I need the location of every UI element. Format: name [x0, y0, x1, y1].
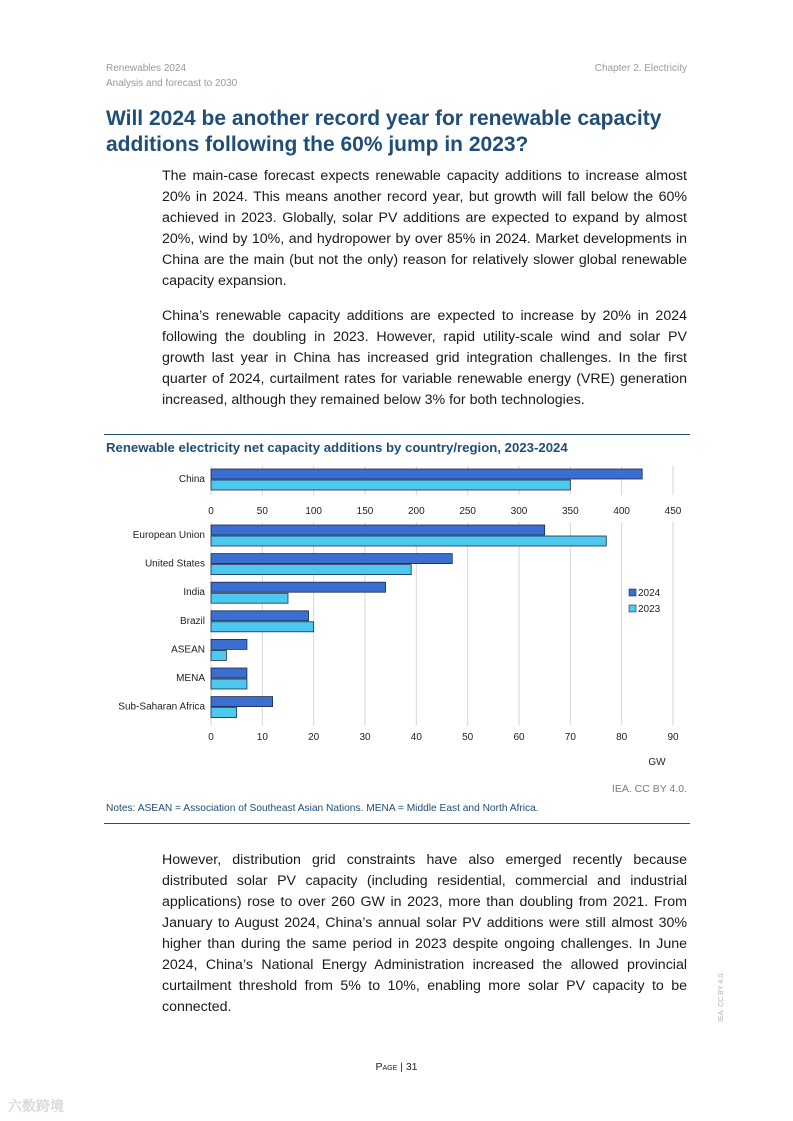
- report-subtitle: Analysis and forecast to 2030: [106, 78, 238, 89]
- category-label: ASEAN: [171, 644, 205, 656]
- legend-label-2023: 2023: [638, 604, 661, 615]
- china-tick-label: 100: [305, 506, 323, 517]
- china-tick-label: 450: [664, 506, 682, 517]
- china-tick-label: 300: [510, 506, 528, 517]
- paragraph-1: The main-case forecast expects renewable capacity additions to increase almost 20% in 2024. This means another record year, but growth will fall below the 60% achieved in 2023. Globally, solar PV additions are expected to expand by almost 20%, wind by 10%, and hydropower by over 85% in 2024. Market developments in China are the main (but not the only) reason for relatively slower global renewable capacity expansion.: [162, 168, 687, 289]
- bar-2024: [211, 668, 247, 678]
- category-label: MENA: [176, 673, 205, 684]
- others-tick-label: 30: [359, 732, 371, 743]
- page-separator: |: [400, 1061, 406, 1073]
- bar-2024: [211, 582, 386, 592]
- bar-2023: [211, 708, 237, 718]
- paragraph-3: However, distribution grid constraints have also emerged recently because distributed solar PV capacity (including residential, commercial and industrial applications) rose to over 260 GW in 2023, more than doubling from 2021. From January to August 2024, China’s annual solar PV additions were still almost 30% higher than during the same period in 2023 despite ongoing challenges. In June 2024, China’s National Energy Administration increased the allowed provincial curtailment threshold from 5% to 10%, enabling more solar PV capacity to be connected.: [162, 852, 687, 1015]
- chart-title: Renewable electricity net capacity additions by country/region, 2023-2024: [106, 440, 568, 455]
- report-name: Renewables 2024: [106, 63, 187, 74]
- paragraph-2: China’s renewable capacity additions are expected to increase by 20% in 2024 following the doubling in 2023. However, rapid utility-scale wind and solar PV growth last year in China has increased grid integration challenges. In the first quarter of 2024, curtailment rates for variable renewable energy (VRE) generation increased, although they remained below 3% for both technologies.: [162, 308, 687, 408]
- china-tick-label: 400: [613, 506, 631, 517]
- category-label: Brazil: [179, 615, 205, 627]
- bar-2024: [211, 697, 273, 707]
- category-label: India: [183, 587, 205, 599]
- others-tick-label: 0: [208, 732, 214, 743]
- page-label: Page: [375, 1061, 398, 1073]
- x-axis-unit: GW: [648, 757, 666, 768]
- bar-2024: [211, 639, 247, 649]
- category-label: Sub-Saharan Africa: [118, 701, 205, 713]
- others-tick-label: 90: [667, 732, 679, 743]
- others-tick-label: 10: [256, 732, 268, 743]
- others-tick-label: 60: [513, 732, 525, 743]
- bar-2023: [211, 679, 247, 689]
- category-label: China: [178, 474, 205, 485]
- page-footer: [0, 1061, 793, 1073]
- chart-bottom-rule: [104, 823, 690, 824]
- bar-2024: [211, 554, 452, 564]
- china-tick-label: 0: [208, 506, 214, 517]
- others-tick-label: 20: [308, 732, 320, 743]
- others-tick-label: 70: [564, 732, 576, 743]
- category-label: European Union: [132, 530, 205, 541]
- side-credit: IEA. CC BY 4.0.: [718, 971, 725, 1022]
- bar-2024: [211, 611, 309, 621]
- page-title: Will 2024 be another record year for renewable capacity additions following the 60% jump in 2023?: [106, 107, 662, 156]
- chart-notes: Notes: ASEAN = Association of Southeast Asian Nations. MENA = Middle East and North Africa.: [106, 803, 539, 814]
- legend-swatch-2023: [629, 605, 636, 612]
- watermark: 六数跨境: [8, 1098, 64, 1114]
- bar-2024: [211, 525, 545, 535]
- china-tick-label: 150: [356, 506, 374, 517]
- page-number: 31: [405, 1061, 418, 1073]
- others-tick-label: 40: [410, 732, 422, 743]
- bar-2023: [211, 622, 314, 632]
- china-tick-label: 250: [459, 506, 477, 517]
- legend-label-2024: 2024: [638, 588, 661, 599]
- bar-2023: [211, 593, 288, 603]
- bar-2023: [211, 565, 411, 575]
- bar-2023: [211, 480, 570, 490]
- bar-2024: [211, 469, 642, 479]
- chapter-label: Chapter 2. Electricity: [594, 63, 687, 74]
- bar-2023: [211, 536, 606, 546]
- china-tick-label: 50: [256, 506, 268, 517]
- china-tick-label: 350: [561, 506, 579, 517]
- bar-2023: [211, 650, 226, 660]
- legend-swatch-2024: [629, 589, 636, 596]
- chart-credit: IEA. CC BY 4.0.: [611, 783, 687, 795]
- category-label: United States: [144, 558, 205, 570]
- others-tick-label: 80: [616, 732, 628, 743]
- others-tick-label: 50: [462, 732, 474, 743]
- china-tick-label: 200: [407, 506, 425, 517]
